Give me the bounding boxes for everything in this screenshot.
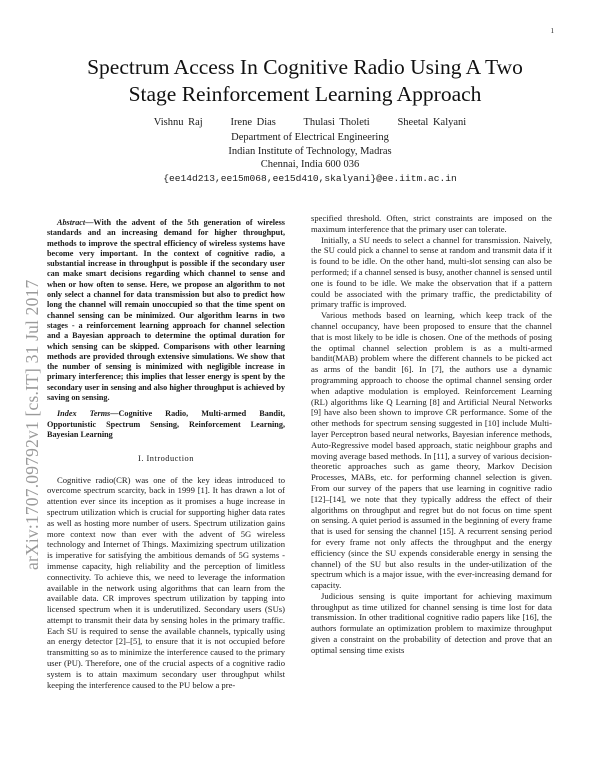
arxiv-stamp: arXiv:1707.09792v1 [cs.IT] 31 Jul 2017 bbox=[22, 279, 42, 570]
institute: Indian Institute of Technology, Madras bbox=[228, 145, 392, 157]
right-paragraph: Various methods based on learning, which keep track of the channel occupancy, have been proposed to ensure that the channel that is most likely to be idle is chosen. One of the methods of posing the optimal channel selection problem is as a multi-armed bandit(MAB) problem where the different channels to be picked act as arms of the bandit [6]. In [7], the authors use a dynamic programming approach to choose the optimal channel sensing order when adaptive modulation is employed. Reinforcement Learning (RL) algorithms like Q Learning [8] and Artificial Neural Networks [9] have also been shown to improve CR performance. Some of the other methods for spectrum sensing suggested in [10] include Multi-layer Perceptron based neural networks, Bayesian inference methods, Auto-Regressive model based approach, static neighbour graphs and moving average based methods. In [11], a survey of various decision-theoretic approaches such as game theory, Markov Decision Processes, MABs, etc. for performing channel selection is given. From our survey of the papers that use learning in cognitive radio [12]–[14], we note that they typically address the effect of their algorithms on throughput and regret but do not focus on time spent on sensing. A quiet period is assumed in the beginning of every frame that is used for sensing the channel [15]. A recurrent sensing period for every frame not only affects the throughput and the energy efficiency (since the SU expends considerable energy in sensing the channel) of the SU but also results in the under-utilization of the spectrum which is a major issue, with the ever-increasing demand for capacity. bbox=[311, 310, 552, 591]
author-list: Vishnu Raj Irene Dias Thulasi Tholeti Sheetal Kalyani bbox=[153, 117, 467, 128]
paper-title bbox=[40, 54, 570, 108]
index-terms bbox=[47, 409, 285, 440]
abstract-label: Abstract bbox=[57, 218, 86, 227]
abstract-text: —With the advent of the 5th generation of wireless standards and an increasing demand for higher throughput, methods to improve the spectral efficiency of wireless systems have become very important. In the context of cognitive radio, a substantial increase in throughput is possible if the secondary user can make smart decisions regarding which channel to sense and when or how often to sense. Here, we propose an algorithm to not only select a channel for data transmission but also to predict how long the channel will remain unoccupied so that the time spent on channel sensing can be minimized. Our algorithm learns in two stages - a reinforcement learning approach for channel selection and a Bayesian approach to determine the optimal duration for which sensing can be skipped. Comparisons with other learning methods are provided through extensive simulations. We show that the number of sensing is minimized with negligible increase in primary interference; this implies that lesser energy is spent by the secondary user in sensing and also higher throughput is achieved by saving on sensing. bbox=[47, 218, 285, 403]
department: Department of Electrical Engineering bbox=[231, 132, 389, 143]
city: Chennai, India 600 036 bbox=[260, 159, 360, 170]
right-paragraph: Judicious sensing is quite important for achieving maximum throughput as time utilized for channel sensing is time lost for data transmission. In other traditional cognitive radio papers like [16], the authors formulate an optimization problem to maximize throughput given a constraint on the probability of detection and prove that an optimal sensing time exists bbox=[311, 590, 552, 655]
right-column bbox=[311, 213, 552, 656]
index-terms-label: Index Terms bbox=[57, 409, 111, 419]
right-paragraph: specified threshold. Often, strict constraints are imposed on the maximum interference that the primary user can tolerate. bbox=[311, 213, 552, 234]
affiliation bbox=[60, 131, 560, 185]
abstract bbox=[47, 218, 285, 403]
title-line-2: Stage Reinforcement Learning Approach bbox=[128, 82, 482, 106]
author-emails: {ee14d213,ee15m068,ee15d410,skalyani}@ee.iitm.ac.in bbox=[163, 172, 457, 184]
page-number: 1 bbox=[550, 27, 554, 35]
title-line-1: Spectrum Access In Cognitive Radio Using A Two bbox=[87, 55, 523, 79]
left-column bbox=[47, 218, 285, 690]
right-paragraph: Initially, a SU needs to select a channel for transmission. Naively, the SU could pick a channel to sense at random and transmit data if it is found to be idle. On the other hand, multi-slot sensing can also be performed; if a channel sensed is busy, another channel is sensed until one is found to be idle. We make the observation that if a pattern could be associated with the primary traffic, the predictability of primary traffic is improved. bbox=[311, 234, 552, 310]
intro-paragraph: Cognitive radio(CR) was one of the key ideas introduced to overcome spectrum scarcity, back in 1999 [1]. It has drawn a lot of attention ever since its inception as it promises a huge increase in spectrum utilization which is crucial for supporting higher data rates as well as hosting more number of users. Spectrum utilization gains more context now than ever with the advent of 5G wireless technology and Internet of Things. Maximizing spectrum utilization is imperative for satisfying the ambitious demands of 5G systems - immense capacity, high reliability and the perception of limitless connectivity. To achieve this, we need to leverage the information available in the network using algorithms that can learn from the available data. CR improves spectrum utilization by tapping into licensed spectrum when it is underutilized. Secondary users (SUs) attempt to transmit their data by sensing holes in the primary traffic. Each SU is required to sense the available channels, typically using an energy detector [2]–[5], to ensure that it is not occupied before transmitting so as to minimize the interference caused to the primary user (PU). Therefore, one of the crucial aspects of a cognitive radio system is to attain maximum secondary user throughput whilst keeping the interference caused to the PU below a pre- bbox=[47, 474, 285, 690]
section-heading-introduction: I. Introduction bbox=[138, 454, 194, 464]
index-terms-text: —Cognitive Radio, Multi-armed Bandit, Opportunistic Spectrum Sensing, Reinforcement Learning, Bayesian Learning bbox=[47, 409, 285, 439]
